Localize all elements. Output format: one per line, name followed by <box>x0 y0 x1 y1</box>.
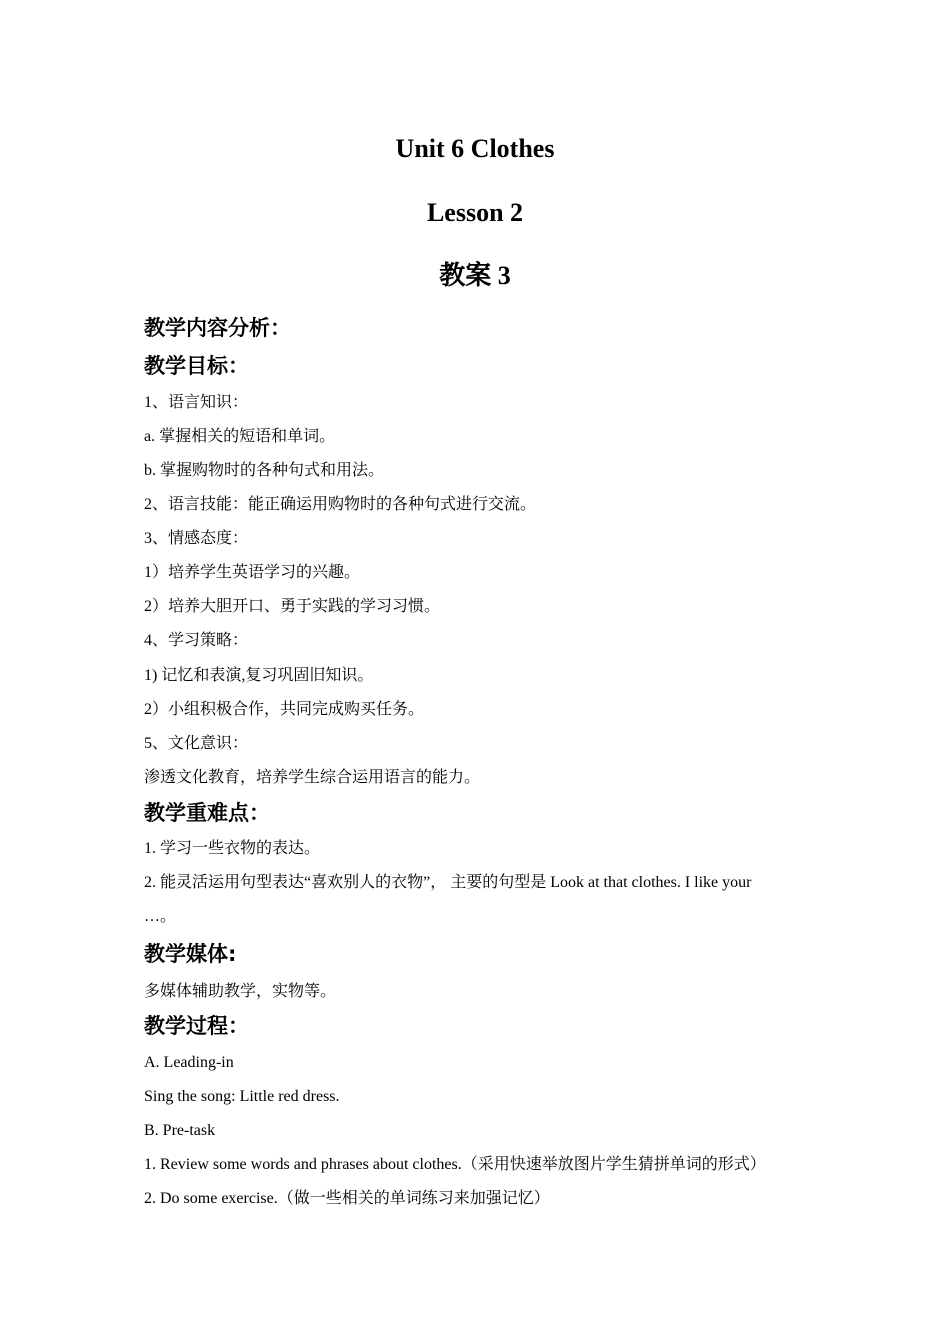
objectives-line: 5、文化意识： <box>144 735 249 752</box>
key-points-line: 2. 能灵活运用句型表达“喜欢别人的衣物”， 主要的句型是 Look at that clothes. I like your <box>144 874 752 891</box>
process-line: 1. Review some words and phrases about clothes.（采用快速举放图片学生猜拼单词的形式） <box>144 1156 766 1173</box>
objectives-line: 2）培养大胆开口、勇于实践的学习习惯。 <box>144 598 441 615</box>
objectives-line: 渗透文化教育，培养学生综合运用语言的能力。 <box>144 769 481 786</box>
media-line: 多媒体辅助教学，实物等。 <box>144 983 337 1000</box>
objectives-line: 1）培养学生英语学习的兴趣。 <box>144 564 361 581</box>
document-title: Unit 6 Clothes <box>395 134 555 163</box>
heading-media: 教学媒体: <box>144 942 237 966</box>
heading-objectives: 教学目标： <box>144 354 249 378</box>
lesson-title: Lesson 2 <box>426 198 524 227</box>
objectives-line: 4、学习策略： <box>144 632 249 649</box>
process-line: B. Pre-task <box>144 1122 216 1139</box>
key-points-line: …。 <box>144 908 177 925</box>
objectives-line: 2、语言技能：能正确运用购物时的各种句式进行交流。 <box>144 496 537 513</box>
plan-title: 教案 3 <box>439 261 511 290</box>
process-line: Sing the song: Little red dress. <box>144 1088 340 1105</box>
heading-content-analysis: 教学内容分析： <box>144 316 291 340</box>
process-line: 2. Do some exercise.（做一些相关的单词练习来加强记忆） <box>144 1190 550 1207</box>
objectives-line: 3、情感态度： <box>144 530 249 547</box>
objectives-line: 1) 记忆和表演,复习巩固旧知识。 <box>144 667 374 684</box>
process-line: A. Leading-in <box>144 1054 234 1071</box>
objectives-line: a. 掌握相关的短语和单词。 <box>144 428 336 445</box>
heading-process: 教学过程： <box>144 1014 249 1038</box>
key-points-line: 1. 学习一些衣物的表达。 <box>144 840 321 857</box>
objectives-line: 2）小组积极合作，共同完成购买任务。 <box>144 701 425 718</box>
heading-key-points: 教学重难点： <box>144 801 270 825</box>
objectives-line: 1、语言知识： <box>144 394 249 411</box>
objectives-line: b. 掌握购物时的各种句式和用法。 <box>144 462 385 479</box>
